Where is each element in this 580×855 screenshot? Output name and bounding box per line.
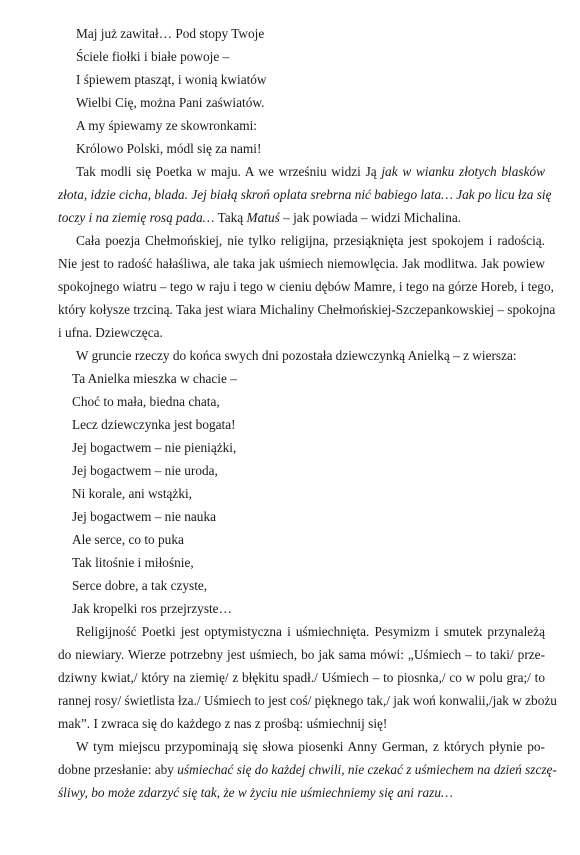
poem-line: Choć to mała, biedna chata, xyxy=(72,394,220,409)
paragraph-line xyxy=(58,762,557,777)
italic-span: jak w wianku złotych blasków xyxy=(381,164,545,179)
paragraph-line: mak”. I zwraca się do każdego z nas z prośbą: uśmiechnij się! xyxy=(58,716,388,731)
paragraph-line xyxy=(58,187,552,202)
poem-line: Ta Anielka mieszka w chacie – xyxy=(72,371,237,386)
text-span: Taką xyxy=(214,210,247,225)
paragraph-line: Religijność Poetki jest optymistyczna i uśmiechnięta. Pesymizm i smutek przynależą xyxy=(76,624,545,639)
italic-span: Matuś xyxy=(246,210,280,225)
poem-line: Jej bogactwem – nie pieniążki, xyxy=(72,440,237,455)
paragraph-line: spokojnego wiatru – tego w raju i tego w cieniu dębów Mamre, i tego na górze Horeb, i tego, xyxy=(58,279,554,294)
poem-line: Ściele fiołki i białe powoje – xyxy=(76,49,230,64)
poem-line: I śpiewem ptasząt, i wonią kwiatów xyxy=(76,72,267,87)
paragraph-line: dziwny kwiat,/ który na ziemię/ z błękitu spadł./ Uśmiech – to piosnka,/ co w polu gra;/ to xyxy=(58,670,545,685)
paragraph-line: W tym miejscu przypominają się słowa piosenki Anny German, z których płynie po- xyxy=(76,739,545,754)
text-span: Tak modli się Poetka w maju. A we wrześniu widzi Ją xyxy=(76,164,382,179)
paragraph-line xyxy=(58,786,453,799)
italic-span: toczy i na ziemię rosą pada… xyxy=(58,210,215,225)
poem-line: Lecz dziewczynka jest bogata! xyxy=(72,417,236,432)
paragraph-line: do niewiary. Wierze potrzebny jest uśmiech, bo jak sama mówi: „Uśmiech – to taki/ prze- xyxy=(58,647,545,662)
poem-line: Królowo Polski, módl się za nami! xyxy=(76,141,262,156)
paragraph-line: i ufna. Dziewczęca. xyxy=(58,325,163,340)
paragraph-line: który kołysze trzciną. Taka jest wiara Michaliny Chełmońskiej-Szczepankowskiej – spokojna xyxy=(58,302,556,317)
italic-span: złota, idzie cicha, blada. Jej białą skroń oplata srebrna nić babiego lata… Jak po licu łza się xyxy=(58,187,552,202)
poem-line: Jej bogactwem – nie nauka xyxy=(72,509,216,524)
paragraph-line xyxy=(58,211,461,224)
italic-span: śliwy, bo może zdarzyć się tak, że w życiu nie uśmiechniemy się ani razu… xyxy=(58,785,453,800)
paragraph-line: Nie jest to radość hałaśliwa, ale taka jak uśmiech niemowlęcia. Jak modlitwa. Jak powiew xyxy=(58,256,545,271)
poem-line: Tak litośnie i miłośnie, xyxy=(72,555,194,570)
paragraph-line: Cała poezja Chełmońskiej, nie tylko religijna, przesiąknięta jest spokojem i radością. xyxy=(76,233,545,248)
poem-line: Ni korale, ani wstążki, xyxy=(72,486,193,501)
text-span: – jak powiada – widzi Michalina. xyxy=(279,210,462,225)
paragraph-line: rannej rosy/ świetlista łza./ Uśmiech to jest coś/ pięknego tak,/ jak woń konwalii,/jak w zbożu xyxy=(58,693,557,708)
poem-line: Wielbi Cię, można Pani zaświatów. xyxy=(76,95,265,110)
paragraph-anielka-intro: W gruncie rzeczy do końca swych dni pozostała dziewczynką Anielką – z wiersza: xyxy=(76,348,517,363)
poem-line: Jak kropelki ros przejrzyste… xyxy=(72,601,232,616)
poem-line: A my śpiewamy ze skowronkami: xyxy=(76,118,257,133)
paragraph-line xyxy=(76,165,545,178)
italic-span: uśmiechać się do każdej chwili, nie czekać z uśmiechem na dzień szczę- xyxy=(177,762,557,777)
text-span: dobne przesłanie: aby xyxy=(58,762,178,777)
poem-line: Serce dobre, a tak czyste, xyxy=(72,578,208,593)
poem-line: Ale serce, co to puka xyxy=(72,532,184,547)
poem-line: Jej bogactwem – nie uroda, xyxy=(72,463,218,478)
poem-line: Maj już zawitał… Pod stopy Twoje xyxy=(76,26,265,41)
